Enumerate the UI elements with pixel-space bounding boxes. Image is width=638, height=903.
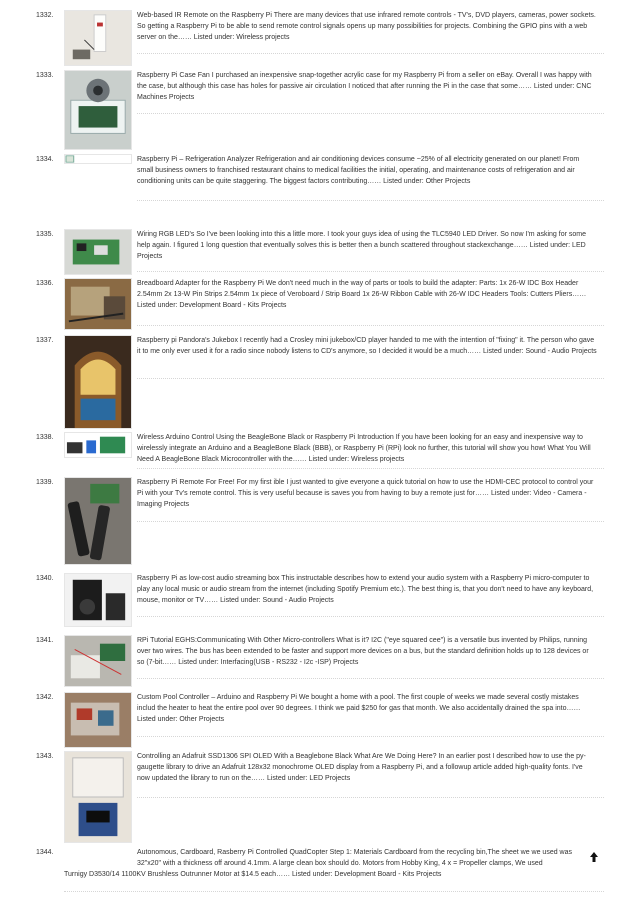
entry-description: Web-based IR Remote on the Raspberry Pi There are many devices that use infrared remote controls - TV's, DVD players, cameras, power sockets. So getting a Raspberry Pi to be able to send remote control signals opens up many possibilities for projects. Combining the GPIO pins with a web server on the…… Listed under: Wireless projects (137, 12, 596, 42)
entry-description: RPi Tutorial EGHS:Communicating With Other Micro-controllers What is it? I2C ("eye squared cee") is a versatile bus invented by Philips, running over two wires. The bus has been extended to be faster and support more devices on a bus, but the standard definition holds up to 128 devices or so (7-bit…… Listed under: Interfacing(USB - RS232 - I2c -ISP) Projects (137, 637, 589, 667)
divider (137, 678, 604, 679)
thumbnail-image[interactable] (64, 10, 132, 66)
divider (137, 468, 604, 469)
entry-description: Raspberry Pi as low-cost audio streaming box This instructable describes how to extend your audio system with a Raspberry Pi micro-computer to play any local music or audio stream from the internet (including Spotify Premium etc.). The best thing is, that you don't need to have any keyboard, mouse, monitor or TV…… Listed under: Sound - Audio Projects (137, 575, 594, 605)
divider (137, 271, 604, 272)
divider (137, 200, 604, 201)
divider (137, 378, 604, 379)
item-number: 1342. (36, 694, 54, 701)
item-number: 1337. (36, 337, 54, 344)
thumbnail-image[interactable] (64, 229, 132, 275)
thumbnail-image[interactable] (64, 477, 132, 565)
thumbnail-image[interactable] (64, 751, 132, 843)
entry-description: Raspberry Pi – Refrigeration Analyzer Refrigeration and air conditioning devices consume ~25% of all electricity generated on our planet! From small business owners to franchised restaurant chains to medical facilities the initial, operating, and maintenance costs of refrigeration and air conditioning units can be quite staggering. The biggest factors contributing…… Listed under: Other Projects (137, 156, 580, 186)
item-number: 1344. (36, 849, 54, 856)
divider (137, 616, 604, 617)
item-number: 1338. (36, 434, 54, 441)
item-number: 1332. (36, 12, 54, 19)
broken-image-icon[interactable] (64, 154, 132, 164)
item-number: 1334. (36, 156, 54, 163)
entry-description: Wiring RGB LED's So I've been looking into this a little more. I took your guys idea of using the TLC5940 LED Driver. So now I'm asking for some help again. I figured 1 long question that eventually solves this is better then a bunch scattered throughout stackexchange…… Listed under: LED Projects (137, 231, 586, 261)
entry-description: Breadboard Adapter for the Raspberry Pi We don't need much in the way of parts or tools to build the adapter: Parts: 1x 26-W IDC Box Header 2.54mm 2x 13-W Pin Strips 2.54mm 1x piece of Veroboard / Strip Board 1x 26-W Ribbon Cable with 26-W IDC Headers Tools: Cutters Pliers…… Listed under: Development Board - Kits Projects (137, 280, 587, 310)
divider (137, 521, 604, 522)
entry-description-continued: Turnigy D3530/14 1100KV Brushless Outrunner Motor at $14.5 each…… Listed under: Development Board - Kits Projects (64, 871, 442, 879)
divider (137, 53, 604, 54)
item-number: 1335. (36, 231, 54, 238)
entry-description: Autonomous, Cardboard, Rasberry Pi Controlled QuadCopter Step 1: Materials Cardboard from the recycling bin,The sheet we we used was 32"x20" with a thickness off around 4.1mm. A large clean box should do. Motors from Hobby King, 4 x = Propeller clamps, We used (137, 849, 572, 868)
entry-description: Raspberry Pi Remote For Free! For my first ible I just wanted to give everyone a quick tutorial on how to use the HDMI-CEC protocol to control your Pi with your Tv's remote control. This is very useful because is saves you from having to buy a remote just for…… Listed under: Video - Camera - Imaging Projects (137, 479, 594, 509)
entry-description: Raspberry pi Pandora's Jukebox I recently had a Crosley mini jukebox/CD player handed to me with the intention of "fixing" it. The person who gave it to me only ever used it for a radio since nobody listens to CD's anymore, so I decided it would be a much…… Listed under: Sound - Audio Projects (137, 337, 597, 356)
item-number: 1343. (36, 753, 54, 760)
item-number: 1341. (36, 637, 54, 644)
thumbnail-image[interactable] (64, 335, 132, 429)
divider (137, 113, 604, 114)
scroll-to-top-icon[interactable] (590, 852, 598, 862)
item-number: 1339. (36, 479, 54, 486)
entry-description: Controlling an Adafruit SSD1306 SPI OLED With a Beaglebone Black What Are We Doing Here? In an earlier post I described how to use the py-gaugette library to drive an Adafruit 128x32 monochrome OLED display from a Raspberry Pi, and a followup article added high-quality fonts. I've now updated the library to run on the…… Listed under: LED Projects (137, 753, 586, 783)
thumbnail-image[interactable] (64, 70, 132, 150)
item-number: 1336. (36, 280, 54, 287)
divider (137, 797, 604, 798)
entry-description: Custom Pool Controller – Arduino and Raspberry Pi We bought a home with a pool. The first couple of weeks we made several costly mistakes includ the heater to heat the entire pool over 90 degrees. I think we paid $250 for gas that month. We also accidentally drained the spa into…… Listed under: Other Projects (137, 694, 581, 724)
entry-description: Raspberry Pi Case Fan I purchased an inexpensive snap-together acrylic case for my Raspberry Pi from a seller on eBay. Overall I was happy with the case, but although this case has holes for passive air circulation I noticed that after running the Pi in the case that some…… Listed under: CNC Machines Projects (137, 72, 592, 102)
thumbnail-image[interactable] (64, 432, 132, 458)
thumbnail-image[interactable] (64, 278, 132, 330)
divider (137, 736, 604, 737)
divider (137, 325, 604, 326)
item-number: 1340. (36, 575, 54, 582)
divider (64, 891, 604, 892)
entry-description: Wireless Arduino Control Using the BeagleBone Black or Raspberry Pi Introduction If you have been looking for an easy and inexpensive way to wirelessly integrate an Arduino and a BeagleBone Black (BBB), or Raspberry Pi (RPi) look no further, this tutorial will show you how! What You Will Need A BeagleBone Black Microcontroller with the…… Listed under: Wireless projects (137, 434, 591, 464)
thumbnail-image[interactable] (64, 573, 132, 627)
item-number: 1333. (36, 72, 54, 79)
thumbnail-image[interactable] (64, 635, 132, 687)
thumbnail-image[interactable] (64, 692, 132, 748)
